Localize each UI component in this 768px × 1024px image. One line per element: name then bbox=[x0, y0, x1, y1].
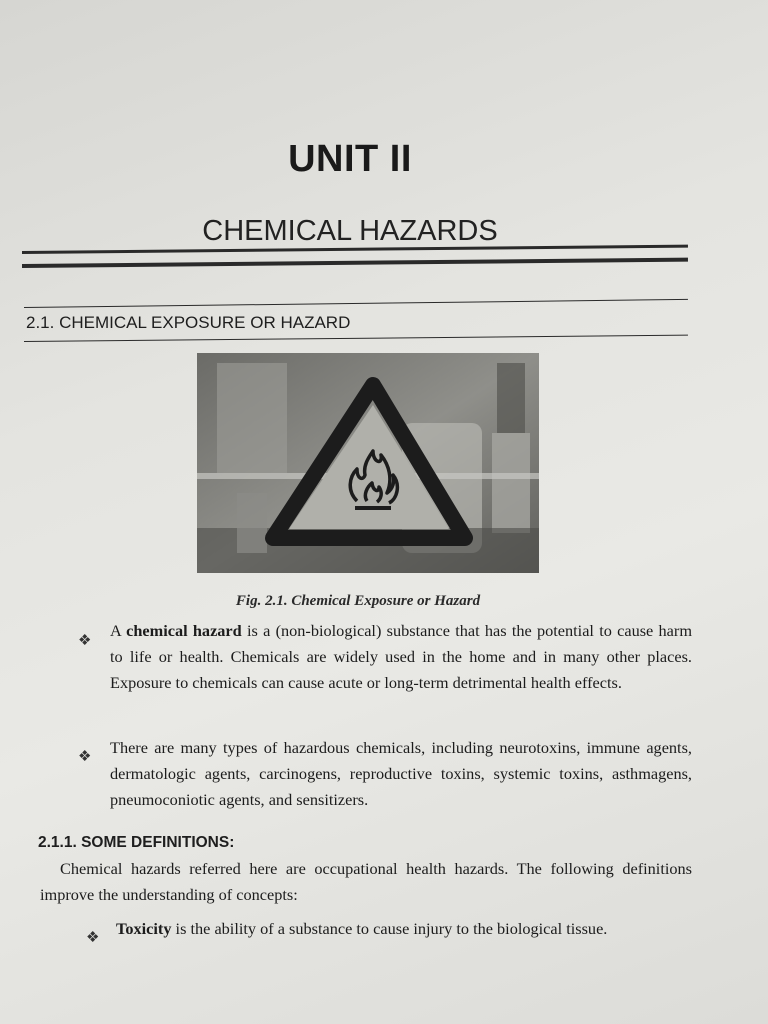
definition-toxicity bbox=[116, 916, 692, 942]
unit-title: UNIT II bbox=[288, 138, 412, 180]
definition-text: is the ability of a substance to cause injury to the biological tissue. bbox=[171, 919, 608, 938]
chapter-title: CHEMICAL HAZARDS bbox=[202, 215, 498, 247]
definitions-intro: Chemical hazards referred here are occupational health hazards. The following definitions improve the understanding of concepts: bbox=[40, 859, 692, 904]
bullet-item-chemical-hazard bbox=[110, 618, 692, 696]
section-top-rule bbox=[24, 299, 688, 308]
section-number: 2.1. bbox=[26, 313, 55, 332]
bullet-text-post: is a (non-biological) substance that has the potential to cause harm to life or health. Chemicals are widely used in the home and in many other places. Exposure to chemicals can cause acute or long-term detrimental health effects. bbox=[110, 621, 692, 692]
subsection-number: 2.1.1. bbox=[38, 834, 77, 851]
section-title: CHEMICAL EXPOSURE OR HAZARD bbox=[59, 313, 351, 332]
term-chemical-hazard: chemical hazard bbox=[126, 621, 242, 640]
section-bottom-rule bbox=[24, 335, 688, 342]
bullet-icon: ❖ bbox=[78, 749, 92, 765]
subsection-title: SOME DEFINITIONS: bbox=[81, 834, 235, 851]
hazard-photo bbox=[197, 353, 539, 573]
title-rule-thin bbox=[22, 258, 688, 268]
bullet-text-pre: A bbox=[110, 621, 127, 640]
term-toxicity: Toxicity bbox=[116, 919, 172, 938]
bullet-icon: ❖ bbox=[78, 633, 92, 649]
section-heading bbox=[26, 313, 350, 333]
subsection-heading bbox=[38, 834, 234, 852]
figure-caption: Fig. 2.1. Chemical Exposure or Hazard bbox=[235, 593, 481, 609]
bullet-icon: ❖ bbox=[86, 930, 100, 946]
bullet-item-hazard-types: There are many types of hazardous chemicals, including neurotoxins, immune agents, dermatologic agents, carcinogens, reproductive toxins, systemic toxins, asthmagens, pneumoconiotic agents, and sensitizers. bbox=[110, 738, 692, 809]
figure-image bbox=[197, 353, 539, 573]
